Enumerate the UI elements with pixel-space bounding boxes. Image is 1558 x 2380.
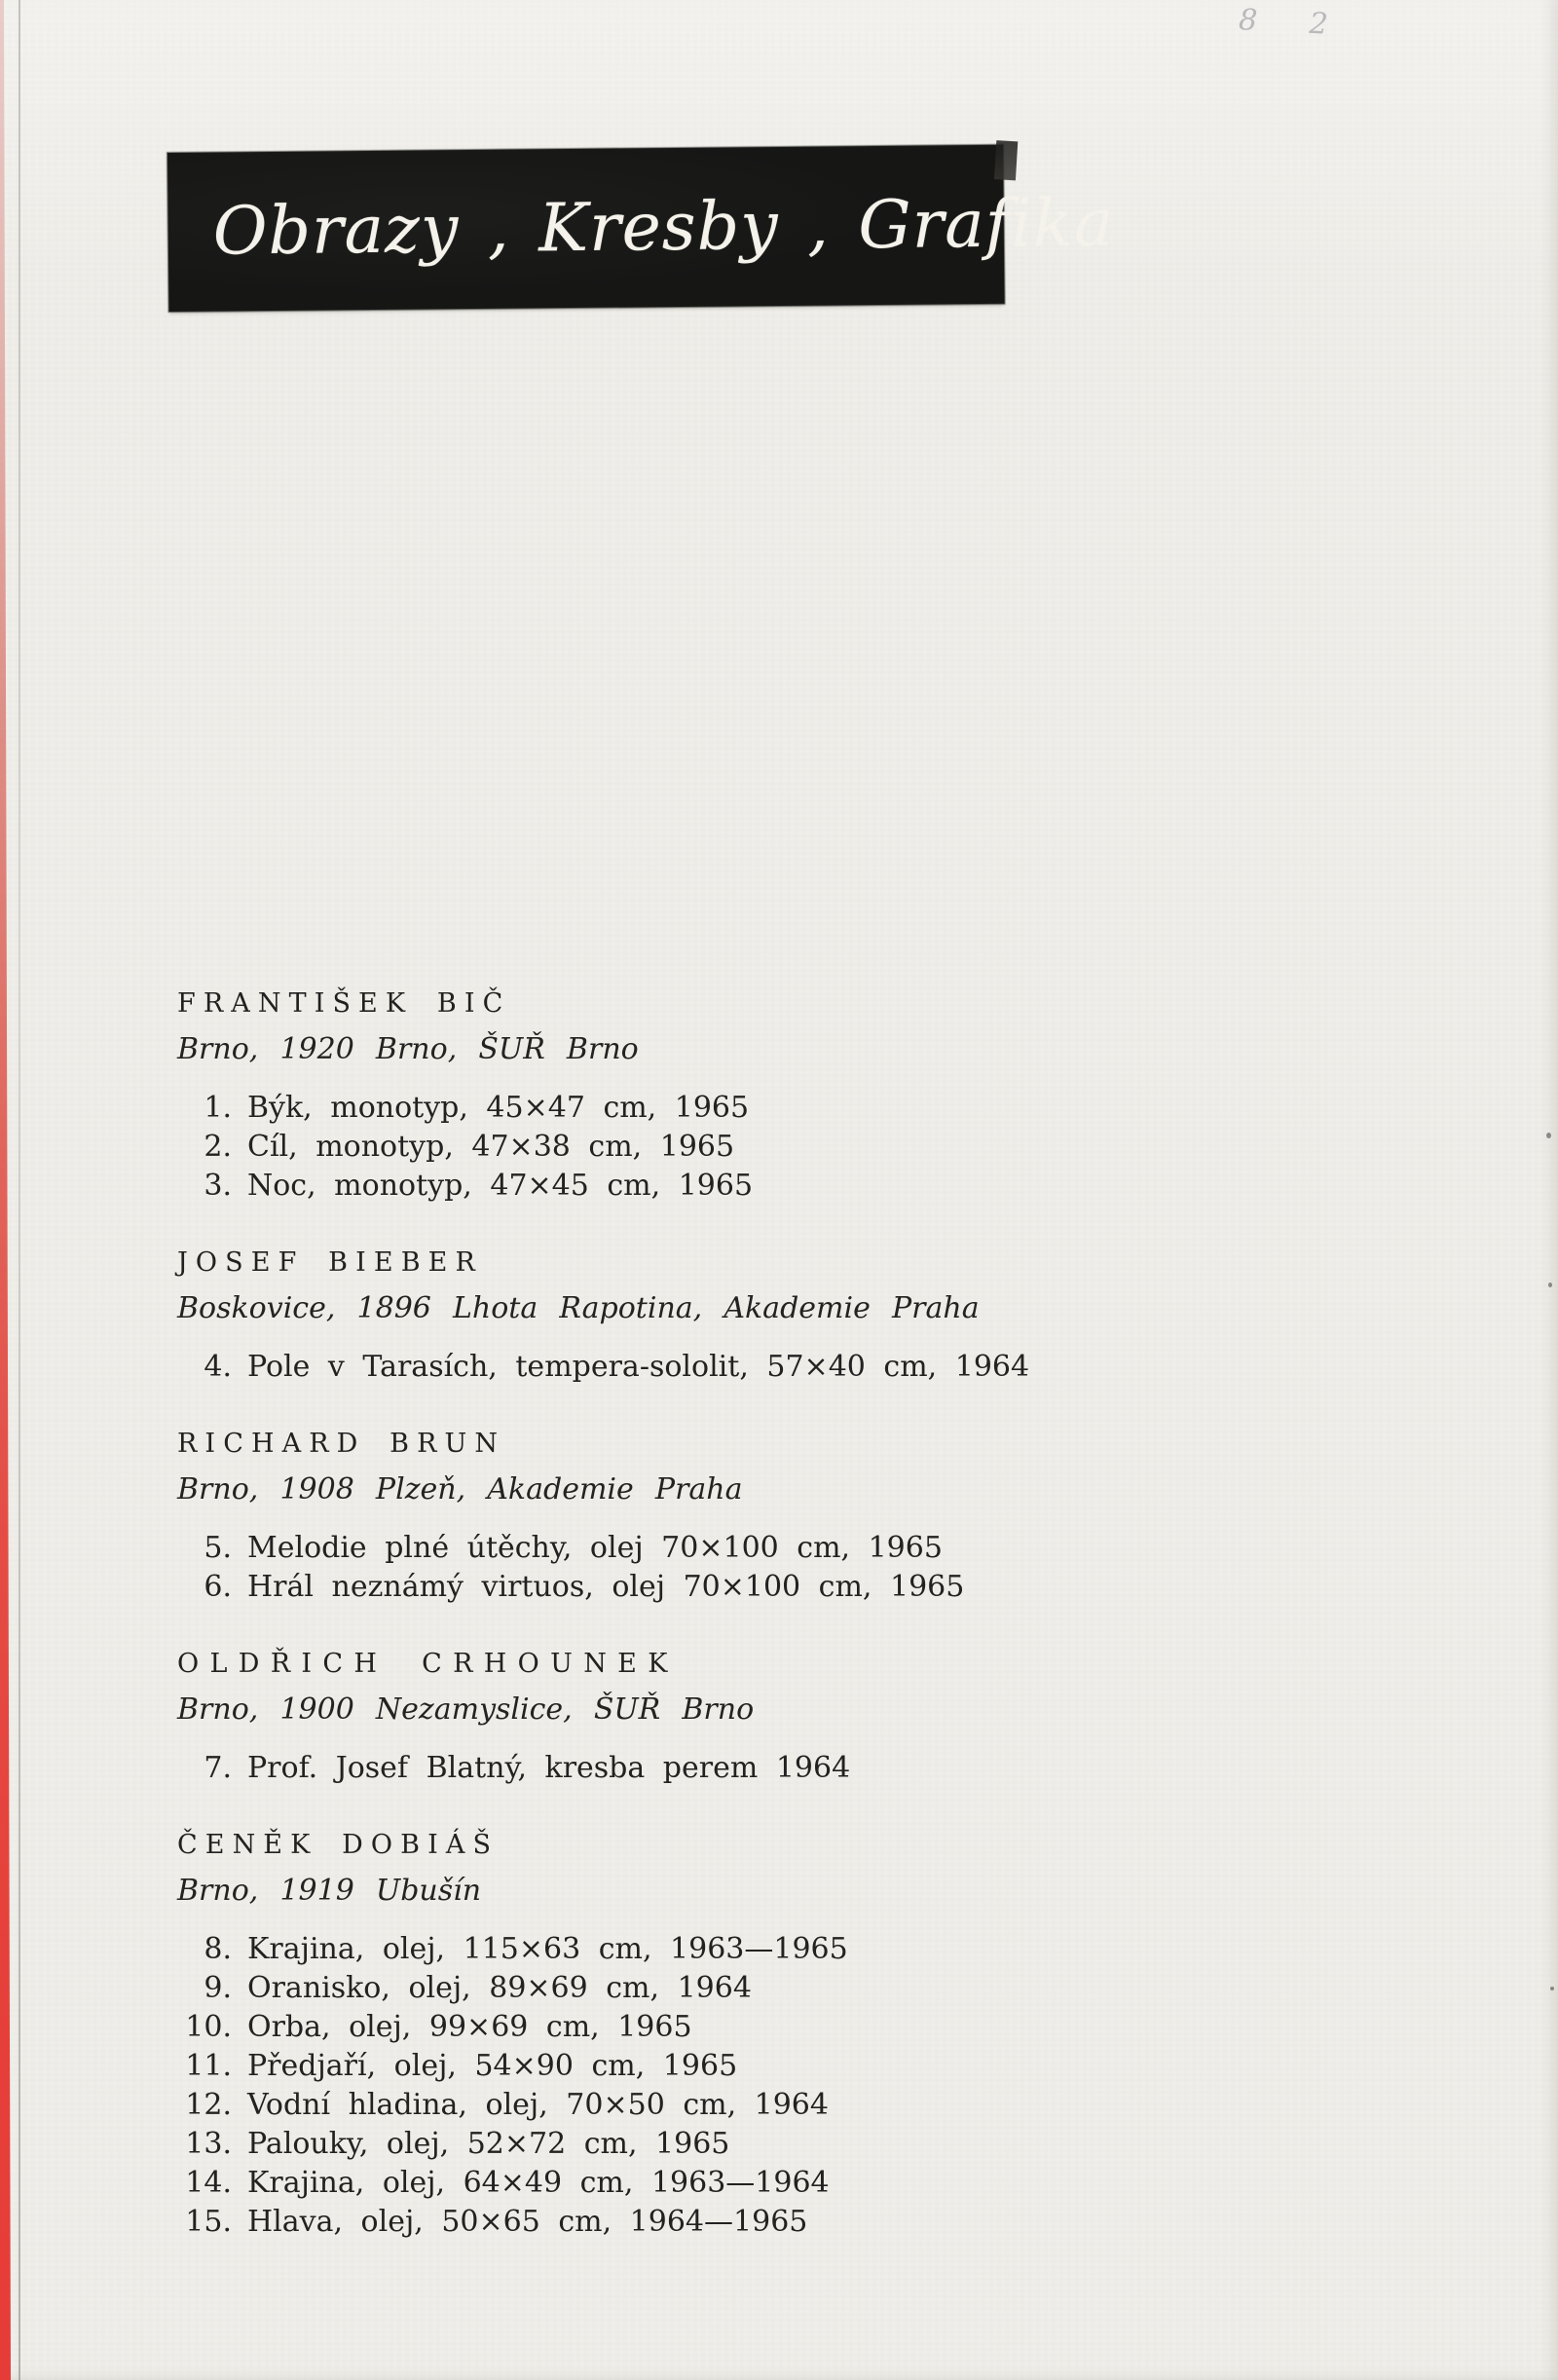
work-description: Orba, olej, 99×69 cm, 1965 <box>247 2010 692 2044</box>
artist-name: ČENĚK DOBIÁŠ <box>177 1830 500 1860</box>
work-description: Krajina, olej, 115×63 cm, 1963—1965 <box>247 1932 848 1966</box>
scan-speck <box>1546 1133 1551 1138</box>
artist-section-bieber <box>177 1245 1424 1387</box>
scan-speck <box>1550 1987 1554 1990</box>
page-left-edge-shadow <box>19 0 20 2380</box>
work-item <box>177 2125 1424 2164</box>
work-item <box>177 1930 1424 1969</box>
work-item <box>177 1128 1424 1167</box>
work-number: 4. <box>204 1350 232 1384</box>
artist-list <box>177 985 1424 2242</box>
scan-speck <box>1548 1283 1552 1287</box>
works-list <box>177 1529 1424 1607</box>
work-item <box>177 2164 1424 2203</box>
artist-name: RICHARD BRUN <box>177 1429 506 1459</box>
artist-origin: Brno, 1919 Ubušín <box>177 1874 482 1908</box>
work-description: Cíl, monotyp, 47×38 cm, 1965 <box>247 1130 735 1164</box>
work-item <box>177 2203 1424 2242</box>
works-list <box>177 1348 1424 1387</box>
works-list <box>177 1930 1424 2242</box>
work-number: 14. <box>185 2166 232 2200</box>
work-description: Oranisko, olej, 89×69 cm, 1964 <box>247 1971 752 2005</box>
work-item <box>177 1568 1424 1607</box>
works-list <box>177 1749 1424 1788</box>
work-number: 7. <box>204 1751 232 1785</box>
work-description: Pole v Tarasích, tempera-sololit, 57×40 cm, 1964 <box>247 1350 1030 1384</box>
artist-section-crhounek <box>177 1646 1424 1788</box>
work-item <box>177 1749 1424 1788</box>
work-item <box>177 2008 1424 2047</box>
work-item <box>177 2047 1424 2086</box>
work-item <box>177 1348 1424 1387</box>
work-description: Hrál neznámý virtuos, olej 70×100 cm, 1965 <box>247 1570 965 1604</box>
work-item <box>177 2086 1424 2125</box>
work-number: 11. <box>185 2049 232 2083</box>
artist-origin: Brno, 1908 Plzeň, Akademie Praha <box>177 1472 743 1506</box>
artist-section-bic <box>177 985 1424 1206</box>
artist-origin: Boskovice, 1896 Lhota Rapotina, Akademie Praha <box>177 1291 980 1325</box>
work-number: 8. <box>204 1932 232 1966</box>
work-number: 5. <box>204 1531 232 1565</box>
work-number: 10. <box>185 2010 232 2044</box>
work-description: Palouky, olej, 52×72 cm, 1965 <box>247 2127 730 2161</box>
work-description: Krajina, olej, 64×49 cm, 1963—1964 <box>247 2166 830 2200</box>
section-banner-title: Obrazy , Kresby , Grafika <box>212 184 1115 271</box>
work-number: 2. <box>204 1130 232 1164</box>
work-number: 13. <box>185 2127 232 2161</box>
artist-name: JOSEF BIEBER <box>177 1247 483 1278</box>
work-item <box>177 1969 1424 2008</box>
page-left-red-edge <box>0 0 12 2380</box>
work-number: 12. <box>185 2088 232 2122</box>
work-description: Býk, monotyp, 45×47 cm, 1965 <box>247 1091 750 1125</box>
work-description: Hlava, olej, 50×65 cm, 1964—1965 <box>247 2205 808 2239</box>
work-description: Vodní hladina, olej, 70×50 cm, 1964 <box>247 2088 829 2122</box>
artist-section-brun <box>177 1426 1424 1607</box>
artist-name: FRANTIŠEK BIČ <box>177 988 511 1019</box>
work-description: Prof. Josef Blatný, kresba perem 1964 <box>247 1751 851 1785</box>
work-description: Noc, monotyp, 47×45 cm, 1965 <box>247 1169 754 1203</box>
artist-origin: Brno, 1900 Nezamyslice, ŠUŘ Brno <box>177 1692 755 1727</box>
artist-section-dobias <box>177 1827 1424 2242</box>
artist-name: OLDŘICH CRHOUNEK <box>177 1649 679 1679</box>
work-number: 6. <box>204 1570 232 1604</box>
work-item <box>177 1167 1424 1206</box>
pencil-note: 8 2 <box>1238 3 1351 43</box>
works-list <box>177 1089 1424 1206</box>
work-description: Předjaří, olej, 54×90 cm, 1965 <box>247 2049 738 2083</box>
work-description: Melodie plné útěchy, olej 70×100 cm, 1965 <box>247 1531 943 1565</box>
work-number: 15. <box>185 2205 232 2239</box>
artist-origin: Brno, 1920 Brno, ŠUŘ Brno <box>177 1032 639 1066</box>
work-number: 1. <box>204 1091 232 1125</box>
work-number: 9. <box>204 1971 232 2005</box>
work-item <box>177 1089 1424 1128</box>
work-number: 3. <box>204 1169 232 1203</box>
section-banner <box>167 145 1115 312</box>
work-item <box>177 1529 1424 1568</box>
